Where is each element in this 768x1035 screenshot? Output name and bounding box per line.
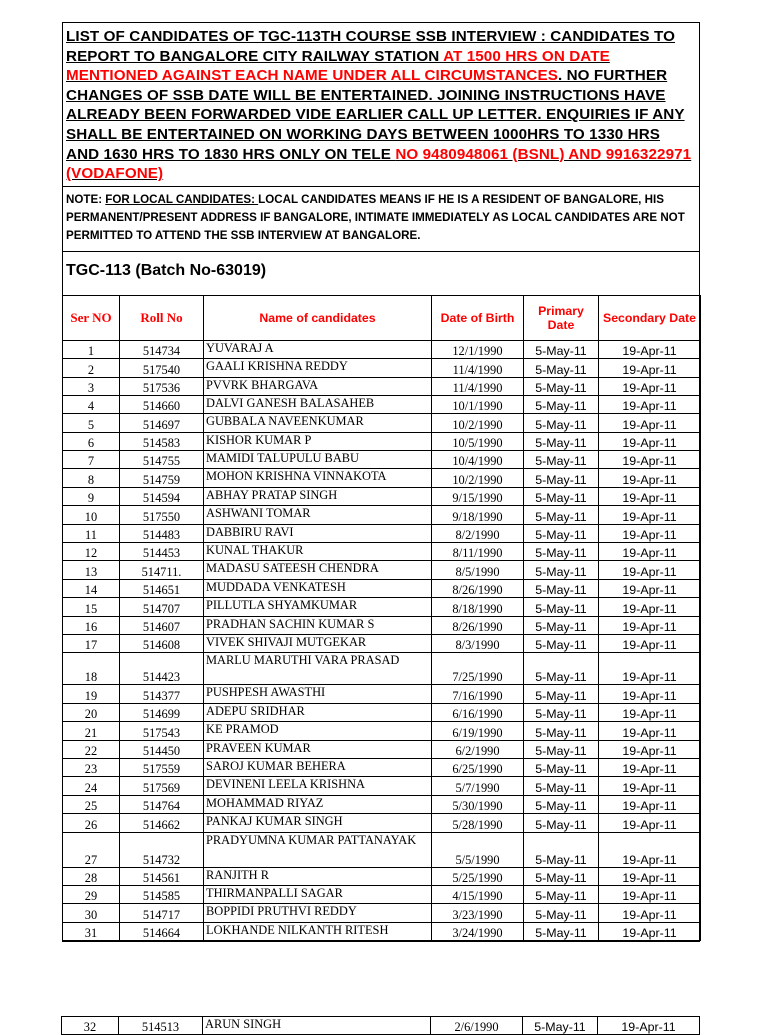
cell-dob: 5/5/1990: [432, 832, 524, 867]
cell-dob: 8/26/1990: [432, 616, 524, 634]
cell-secondary: 19-Apr-11: [599, 832, 701, 867]
cell-primary: 5-May-11: [524, 832, 599, 867]
candidates-body: [63, 340, 701, 940]
table-row: [63, 653, 701, 685]
table-row: [63, 922, 701, 940]
header-time-notice: AT 1500 HRS ON DATE MENTIONED AGAINST EACH NAME UNDER ALL CIRCUMSTANCES: [66, 47, 610, 85]
cell-secondary: 19-Apr-11: [599, 635, 701, 653]
cell-dob: 3/24/1990: [432, 922, 524, 940]
cell-ser: 3: [63, 377, 120, 395]
cell-secondary: 19-Apr-11: [599, 543, 701, 561]
cell-primary: 5-May-11: [524, 922, 599, 940]
cell-name: PVVRK BHARGAVA: [204, 377, 432, 395]
cell-ser: 12: [63, 543, 120, 561]
cell-name: ARUN SINGH: [203, 1017, 431, 1035]
table-row: [63, 635, 701, 653]
cell-ser: 7: [63, 451, 120, 469]
cell-primary: 5-May-11: [524, 635, 599, 653]
cell-ser: 10: [63, 506, 120, 524]
cell-roll: 514660: [120, 395, 204, 413]
cell-ser: 29: [63, 885, 120, 903]
header-text-1: LIST OF CANDIDATES OF TGC-113TH COURSE SSB INTERVIEW : CANDIDATES TO REPORT TO BANGALORE CITY RAILWAY STATION: [66, 28, 675, 65]
cell-dob: 10/1/1990: [432, 395, 524, 413]
cell-secondary: 19-Apr-11: [599, 340, 701, 358]
cell-ser: 11: [63, 524, 120, 542]
cell-dob: 7/25/1990: [432, 653, 524, 685]
cell-roll: 514662: [120, 814, 204, 832]
table-row: [63, 867, 701, 885]
col-ser-no: Ser NO: [63, 295, 120, 340]
cell-dob: 10/4/1990: [432, 451, 524, 469]
cell-roll: 514764: [120, 795, 204, 813]
cell-name: KE PRAMOD: [204, 722, 432, 740]
cell-roll: 514377: [120, 685, 204, 703]
cell-primary: 5-May-11: [524, 598, 599, 616]
cell-secondary: 19-Apr-11: [599, 885, 701, 903]
table-row: [63, 506, 701, 524]
cell-secondary: 19-Apr-11: [599, 758, 701, 776]
col-roll-no: Roll No: [120, 295, 204, 340]
cell-roll: 514607: [120, 616, 204, 634]
cell-name: DEVINENI LEELA KRISHNA: [204, 777, 432, 795]
cell-primary: 5-May-11: [524, 867, 599, 885]
cell-roll: 514755: [120, 451, 204, 469]
cell-primary: 5-May-11: [524, 904, 599, 922]
note-text: LOCAL CANDIDATES MEANS IF HE IS A RESIDENT OF BANGALORE, HIS PERMANENT/PRESENT ADDRESS IF BANGALORE, INTIMATE IMMEDIATELY AS LOCAL CANDIDATES ARE NOT PERMITTED TO ATTEND THE SSB INTERVIEW AT BANGALORE.: [66, 192, 685, 242]
cell-roll: 514734: [120, 340, 204, 358]
cell-ser: 18: [63, 653, 120, 685]
cell-primary: 5-May-11: [524, 653, 599, 685]
cell-roll: 514608: [120, 635, 204, 653]
cell-secondary: 19-Apr-11: [599, 451, 701, 469]
cell-secondary: 19-Apr-11: [599, 469, 701, 487]
cell-secondary: 19-Apr-11: [599, 814, 701, 832]
cell-ser: 27: [63, 832, 120, 867]
cell-name: PRAVEEN KUMAR: [204, 740, 432, 758]
cell-ser: 2: [63, 359, 120, 377]
cell-ser: 9: [63, 487, 120, 505]
cell-secondary: 19-Apr-11: [599, 414, 701, 432]
cell-secondary: 19-Apr-11: [599, 616, 701, 634]
cell-roll: 514651: [120, 579, 204, 597]
cell-ser: 22: [63, 740, 120, 758]
note-label: NOTE:: [66, 192, 106, 206]
cell-primary: 5-May-11: [524, 451, 599, 469]
cell-roll: 517540: [120, 359, 204, 377]
cell-roll: 514699: [120, 703, 204, 721]
cell-ser: 8: [63, 469, 120, 487]
table-row: [63, 487, 701, 505]
cell-dob: 8/2/1990: [432, 524, 524, 542]
table-row: [63, 758, 701, 776]
cell-roll: 514585: [120, 885, 204, 903]
cell-roll: 514759: [120, 469, 204, 487]
cell-roll: 514513: [119, 1017, 203, 1035]
note-underlined: FOR LOCAL CANDIDATES:: [105, 192, 259, 206]
next-page-fragment: [62, 1016, 700, 1035]
cell-primary: 5-May-11: [524, 685, 599, 703]
cell-ser: 15: [63, 598, 120, 616]
cell-ser: 6: [63, 432, 120, 450]
cell-primary: 5-May-11: [524, 561, 599, 579]
cell-primary: 5-May-11: [524, 487, 599, 505]
table-row: [63, 359, 701, 377]
cell-secondary: 19-Apr-11: [599, 377, 701, 395]
cell-dob: 5/30/1990: [432, 795, 524, 813]
cell-name: ABHAY PRATAP SINGH: [204, 487, 432, 505]
cell-roll: 514717: [120, 904, 204, 922]
cell-name: MOHON KRISHNA VINNAKOTA: [204, 469, 432, 487]
cell-name: BOPPIDI PRUTHVI REDDY: [204, 904, 432, 922]
cell-name: VIVEK SHIVAJI MUTGEKAR: [204, 635, 432, 653]
table-row: [63, 740, 701, 758]
table-row: [63, 451, 701, 469]
cell-secondary: 19-Apr-11: [599, 653, 701, 685]
col-primary-date: Primary Date: [524, 295, 599, 340]
cell-name: PUSHPESH AWASTHI: [204, 685, 432, 703]
cell-secondary: 19-Apr-11: [599, 722, 701, 740]
cell-primary: 5-May-11: [524, 722, 599, 740]
cell-ser: 31: [63, 922, 120, 940]
cell-secondary: 19-Apr-11: [599, 359, 701, 377]
table-row: [63, 561, 701, 579]
table-row: [63, 814, 701, 832]
cell-name: RANJITH R: [204, 867, 432, 885]
col-secondary-date: Secondary Date: [599, 295, 701, 340]
cell-name: ASHWANI TOMAR: [204, 506, 432, 524]
header-phone-numbers: NO 9480948061 (BSNL) AND 9916322971 (VODAFONE): [66, 145, 692, 183]
cell-primary: 5-May-11: [524, 777, 599, 795]
cell-ser: 32: [62, 1017, 119, 1035]
cell-primary: 5-May-11: [524, 377, 599, 395]
cell-secondary: 19-Apr-11: [599, 598, 701, 616]
cell-roll: 517550: [120, 506, 204, 524]
cell-roll: 514423: [120, 653, 204, 685]
cell-secondary: 19-Apr-11: [599, 524, 701, 542]
cell-secondary: 19-Apr-11: [599, 703, 701, 721]
cell-primary: 5-May-11: [524, 395, 599, 413]
cell-ser: 1: [63, 340, 120, 358]
cell-dob: 11/4/1990: [432, 377, 524, 395]
cell-roll: 514707: [120, 598, 204, 616]
cell-ser: 14: [63, 579, 120, 597]
table-row: [63, 377, 701, 395]
cell-primary: 5-May-11: [524, 414, 599, 432]
cell-dob: 3/23/1990: [432, 904, 524, 922]
cell-primary: 5-May-11: [524, 703, 599, 721]
cell-roll: 514483: [120, 524, 204, 542]
cell-name: KISHOR KUMAR P: [204, 432, 432, 450]
table-row: [63, 579, 701, 597]
header-text-2: . NO FURTHER CHANGES OF SSB DATE WILL BE ENTERTAINED. JOINING INSTRUCTIONS HAVE ALREADY BEEN FORWARDED VIDE EARLIER CALL UP LETTER. ENQUIRIES IF ANY SHALL BE ENTERTAINED ON WORKING DAYS BETWEEN 1000HRS TO 1330 HRS AND 1630 HRS TO 1830 HRS ONLY ON TELE: [66, 67, 685, 163]
cell-secondary: 19-Apr-11: [599, 740, 701, 758]
batch-title: TGC-113 (Batch No-63019): [63, 251, 699, 295]
cell-dob: 7/16/1990: [432, 685, 524, 703]
cell-name: DALVI GANESH BALASAHEB: [204, 395, 432, 413]
cell-roll: 514664: [120, 922, 204, 940]
cell-secondary: 19-Apr-11: [599, 867, 701, 885]
cell-primary: 5-May-11: [524, 758, 599, 776]
cell-roll: 514594: [120, 487, 204, 505]
cell-dob: 9/15/1990: [432, 487, 524, 505]
cell-dob: 10/2/1990: [432, 414, 524, 432]
table-header-row: [63, 295, 701, 340]
cell-name: LOKHANDE NILKANTH RITESH: [204, 922, 432, 940]
cell-dob: 9/18/1990: [432, 506, 524, 524]
cell-name: PRADYUMNA KUMAR PATTANAYAK: [204, 832, 432, 867]
cell-secondary: 19-Apr-11: [599, 904, 701, 922]
cell-dob: 10/5/1990: [432, 432, 524, 450]
cell-primary: 5-May-11: [524, 469, 599, 487]
cell-secondary: 19-Apr-11: [599, 487, 701, 505]
cell-name: SAROJ KUMAR BEHERA: [204, 758, 432, 776]
col-dob: Date of Birth: [432, 295, 524, 340]
cell-roll: 514561: [120, 867, 204, 885]
cell-dob: 12/1/1990: [432, 340, 524, 358]
cell-ser: 13: [63, 561, 120, 579]
cell-dob: 6/16/1990: [432, 703, 524, 721]
cell-name: GAALI KRISHNA REDDY: [204, 359, 432, 377]
cell-ser: 23: [63, 758, 120, 776]
cell-name: ADEPU SRIDHAR: [204, 703, 432, 721]
cell-primary: 5-May-11: [524, 616, 599, 634]
cell-dob: 5/25/1990: [432, 867, 524, 885]
cell-roll: 517569: [120, 777, 204, 795]
table-row: [63, 885, 701, 903]
cell-dob: 5/28/1990: [432, 814, 524, 832]
cell-name: MARLU MARUTHI VARA PRASAD: [204, 653, 432, 685]
cell-dob: 6/19/1990: [432, 722, 524, 740]
cell-name: MOHAMMAD RIYAZ: [204, 795, 432, 813]
cell-roll: 517543: [120, 722, 204, 740]
table-row: [63, 722, 701, 740]
cell-roll: 514450: [120, 740, 204, 758]
cell-secondary: 19-Apr-11: [598, 1017, 700, 1035]
cell-name: THIRMANPALLI SAGAR: [204, 885, 432, 903]
cell-roll: 514583: [120, 432, 204, 450]
local-candidates-note: [63, 186, 699, 251]
table-row: [63, 395, 701, 413]
cell-primary: 5-May-11: [524, 506, 599, 524]
cell-secondary: 19-Apr-11: [599, 922, 701, 940]
cell-roll: 514453: [120, 543, 204, 561]
table-row: [63, 685, 701, 703]
cell-dob: 11/4/1990: [432, 359, 524, 377]
cell-ser: 30: [63, 904, 120, 922]
cell-secondary: 19-Apr-11: [599, 795, 701, 813]
cell-name: YUVARAJ A: [204, 340, 432, 358]
cell-primary: 5-May-11: [524, 359, 599, 377]
table-row: [63, 795, 701, 813]
cell-roll: 514732: [120, 832, 204, 867]
cell-roll: 514697: [120, 414, 204, 432]
cell-dob: 6/2/1990: [432, 740, 524, 758]
cell-primary: 5-May-11: [524, 885, 599, 903]
cell-ser: 24: [63, 777, 120, 795]
cell-primary: 5-May-11: [524, 579, 599, 597]
cell-secondary: 19-Apr-11: [599, 395, 701, 413]
cell-ser: 28: [63, 867, 120, 885]
cell-primary: 5-May-11: [524, 432, 599, 450]
cell-name: MAMIDI TALUPULU BABU: [204, 451, 432, 469]
cell-secondary: 19-Apr-11: [599, 777, 701, 795]
table-row: [63, 904, 701, 922]
cell-roll: 517559: [120, 758, 204, 776]
cell-dob: 8/5/1990: [432, 561, 524, 579]
cell-primary: 5-May-11: [524, 340, 599, 358]
cell-secondary: 19-Apr-11: [599, 432, 701, 450]
cell-dob: 8/3/1990: [432, 635, 524, 653]
cell-ser: 4: [63, 395, 120, 413]
cell-ser: 16: [63, 616, 120, 634]
cell-primary: 5-May-11: [524, 740, 599, 758]
cell-roll: 517536: [120, 377, 204, 395]
notice-header: [63, 23, 699, 186]
cell-name: MUDDADA VENKATESH: [204, 579, 432, 597]
table-row: [63, 524, 701, 542]
cell-secondary: 19-Apr-11: [599, 685, 701, 703]
cell-name: MADASU SATEESH CHENDRA: [204, 561, 432, 579]
cell-dob: 6/25/1990: [432, 758, 524, 776]
cell-name: KUNAL THAKUR: [204, 543, 432, 561]
cell-ser: 26: [63, 814, 120, 832]
cell-secondary: 19-Apr-11: [599, 506, 701, 524]
table-row: [63, 832, 701, 867]
cell-name: GUBBALA NAVEENKUMAR: [204, 414, 432, 432]
table-row: [63, 616, 701, 634]
col-name: Name of candidates: [204, 295, 432, 340]
cell-dob: 5/7/1990: [432, 777, 524, 795]
cell-name: DABBIRU RAVI: [204, 524, 432, 542]
cell-primary: 5-May-11: [524, 795, 599, 813]
cell-roll: 514711.: [120, 561, 204, 579]
cell-name: PILLUTLA SHYAMKUMAR: [204, 598, 432, 616]
cell-dob: 10/2/1990: [432, 469, 524, 487]
table-row: [63, 543, 701, 561]
cell-ser: 5: [63, 414, 120, 432]
cell-dob: 4/15/1990: [432, 885, 524, 903]
cell-ser: 20: [63, 703, 120, 721]
table-row: [63, 469, 701, 487]
table-row: [63, 598, 701, 616]
cell-primary: 5-May-11: [524, 524, 599, 542]
cell-dob: 8/18/1990: [432, 598, 524, 616]
cell-dob: 8/26/1990: [432, 579, 524, 597]
table-row: [62, 1017, 700, 1035]
cell-ser: 21: [63, 722, 120, 740]
cell-ser: 25: [63, 795, 120, 813]
cell-secondary: 19-Apr-11: [599, 561, 701, 579]
next-page-table: [61, 1016, 700, 1035]
table-row: [63, 414, 701, 432]
table-row: [63, 703, 701, 721]
cell-ser: 19: [63, 685, 120, 703]
cell-primary: 5-May-11: [524, 814, 599, 832]
table-row: [63, 432, 701, 450]
cell-name: PRADHAN SACHIN KUMAR S: [204, 616, 432, 634]
table-row: [63, 340, 701, 358]
cell-primary: 5-May-11: [523, 1017, 598, 1035]
cell-primary: 5-May-11: [524, 543, 599, 561]
cell-name: PANKAJ KUMAR SINGH: [204, 814, 432, 832]
cell-dob: 2/6/1990: [431, 1017, 523, 1035]
table-row: [63, 777, 701, 795]
cell-ser: 17: [63, 635, 120, 653]
cell-dob: 8/11/1990: [432, 543, 524, 561]
candidates-table: [62, 295, 701, 941]
document-frame: [62, 22, 700, 942]
cell-secondary: 19-Apr-11: [599, 579, 701, 597]
